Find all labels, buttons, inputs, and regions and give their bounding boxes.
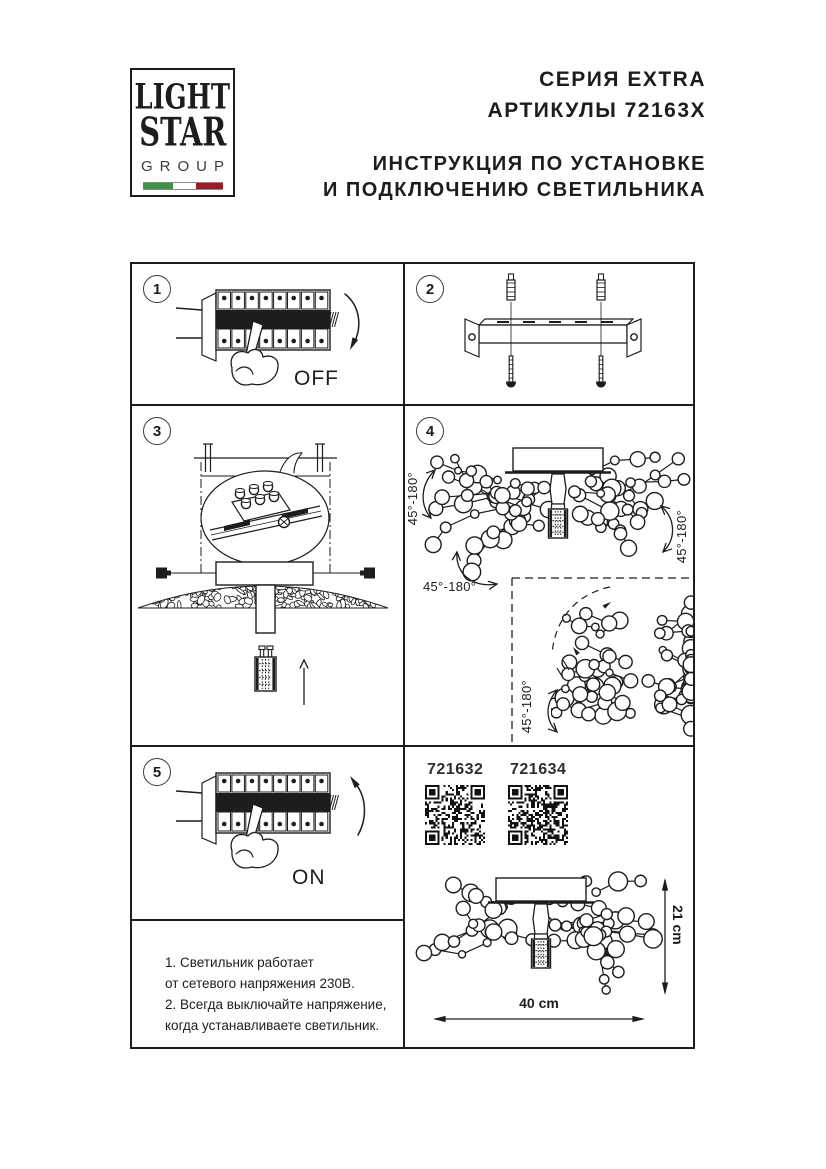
- logo-star-text: STAR: [138, 108, 227, 156]
- note-line-4: когда устанавливаете светильник.: [165, 1018, 380, 1033]
- articles-title: АРТИКУЛЫ 72163X: [487, 99, 706, 122]
- article-number-right: 721634: [510, 761, 567, 778]
- flag-red-segment: [196, 183, 222, 189]
- flag-green-segment: [143, 183, 173, 189]
- instruction-sheet: [130, 262, 695, 1049]
- flag-white-segment: [173, 183, 196, 189]
- breaker-off-drawing: [132, 264, 403, 404]
- lightstar-logo: [130, 68, 235, 197]
- logo-light-text: LIGHT: [134, 76, 231, 117]
- rotation-range-left: 45°-180°: [405, 472, 420, 526]
- off-label: OFF: [294, 367, 339, 390]
- safety-notes-cell: [132, 921, 405, 1047]
- fixture-rotation-drawing: [405, 406, 693, 745]
- note-line-2: от сетевого напряжения 230В.: [165, 976, 355, 991]
- rotation-range-bottom: 45°-180°: [423, 579, 477, 594]
- rotation-range-inset: 45°-180°: [519, 680, 534, 734]
- mounting-bracket-drawing: [405, 264, 693, 404]
- instruction-title-line1: ИНСТРУКЦИЯ ПО УСТАНОВКЕ: [372, 153, 706, 175]
- on-label: ON: [292, 866, 326, 889]
- step5-cell: [132, 747, 405, 921]
- article-number-left: 721632: [427, 761, 484, 778]
- step5-number: 5: [143, 758, 171, 786]
- step1-number: 1: [143, 275, 171, 303]
- step4-number: 4: [416, 417, 444, 445]
- height-dimension-label: 21 cm: [670, 905, 686, 945]
- step3-number: 3: [143, 417, 171, 445]
- header-titles: [323, 69, 706, 203]
- step4-cell: [405, 406, 693, 747]
- italian-flag-bar: [143, 182, 223, 190]
- note-line-3: 2. Всегда выключайте напряжение,: [165, 997, 387, 1012]
- canopy-wiring-drawing: [132, 406, 403, 745]
- step3-cell: [132, 406, 405, 747]
- product-info-cell: [405, 747, 693, 1047]
- width-dimension-label: 40 cm: [519, 995, 559, 1011]
- note-line-1: 1. Светильник работает: [165, 955, 314, 970]
- rotation-range-right: 45°-180°: [674, 510, 689, 564]
- step2-cell: [405, 264, 693, 406]
- logo-group-text: GROUP: [140, 158, 231, 175]
- step1-cell: [132, 264, 405, 406]
- breaker-on-drawing: [132, 747, 403, 919]
- step2-number: 2: [416, 275, 444, 303]
- instruction-title-line2: И ПОДКЛЮЧЕНИЮ СВЕТИЛЬНИКА: [322, 179, 706, 201]
- series-title: СЕРИЯ EXTRA: [539, 68, 706, 91]
